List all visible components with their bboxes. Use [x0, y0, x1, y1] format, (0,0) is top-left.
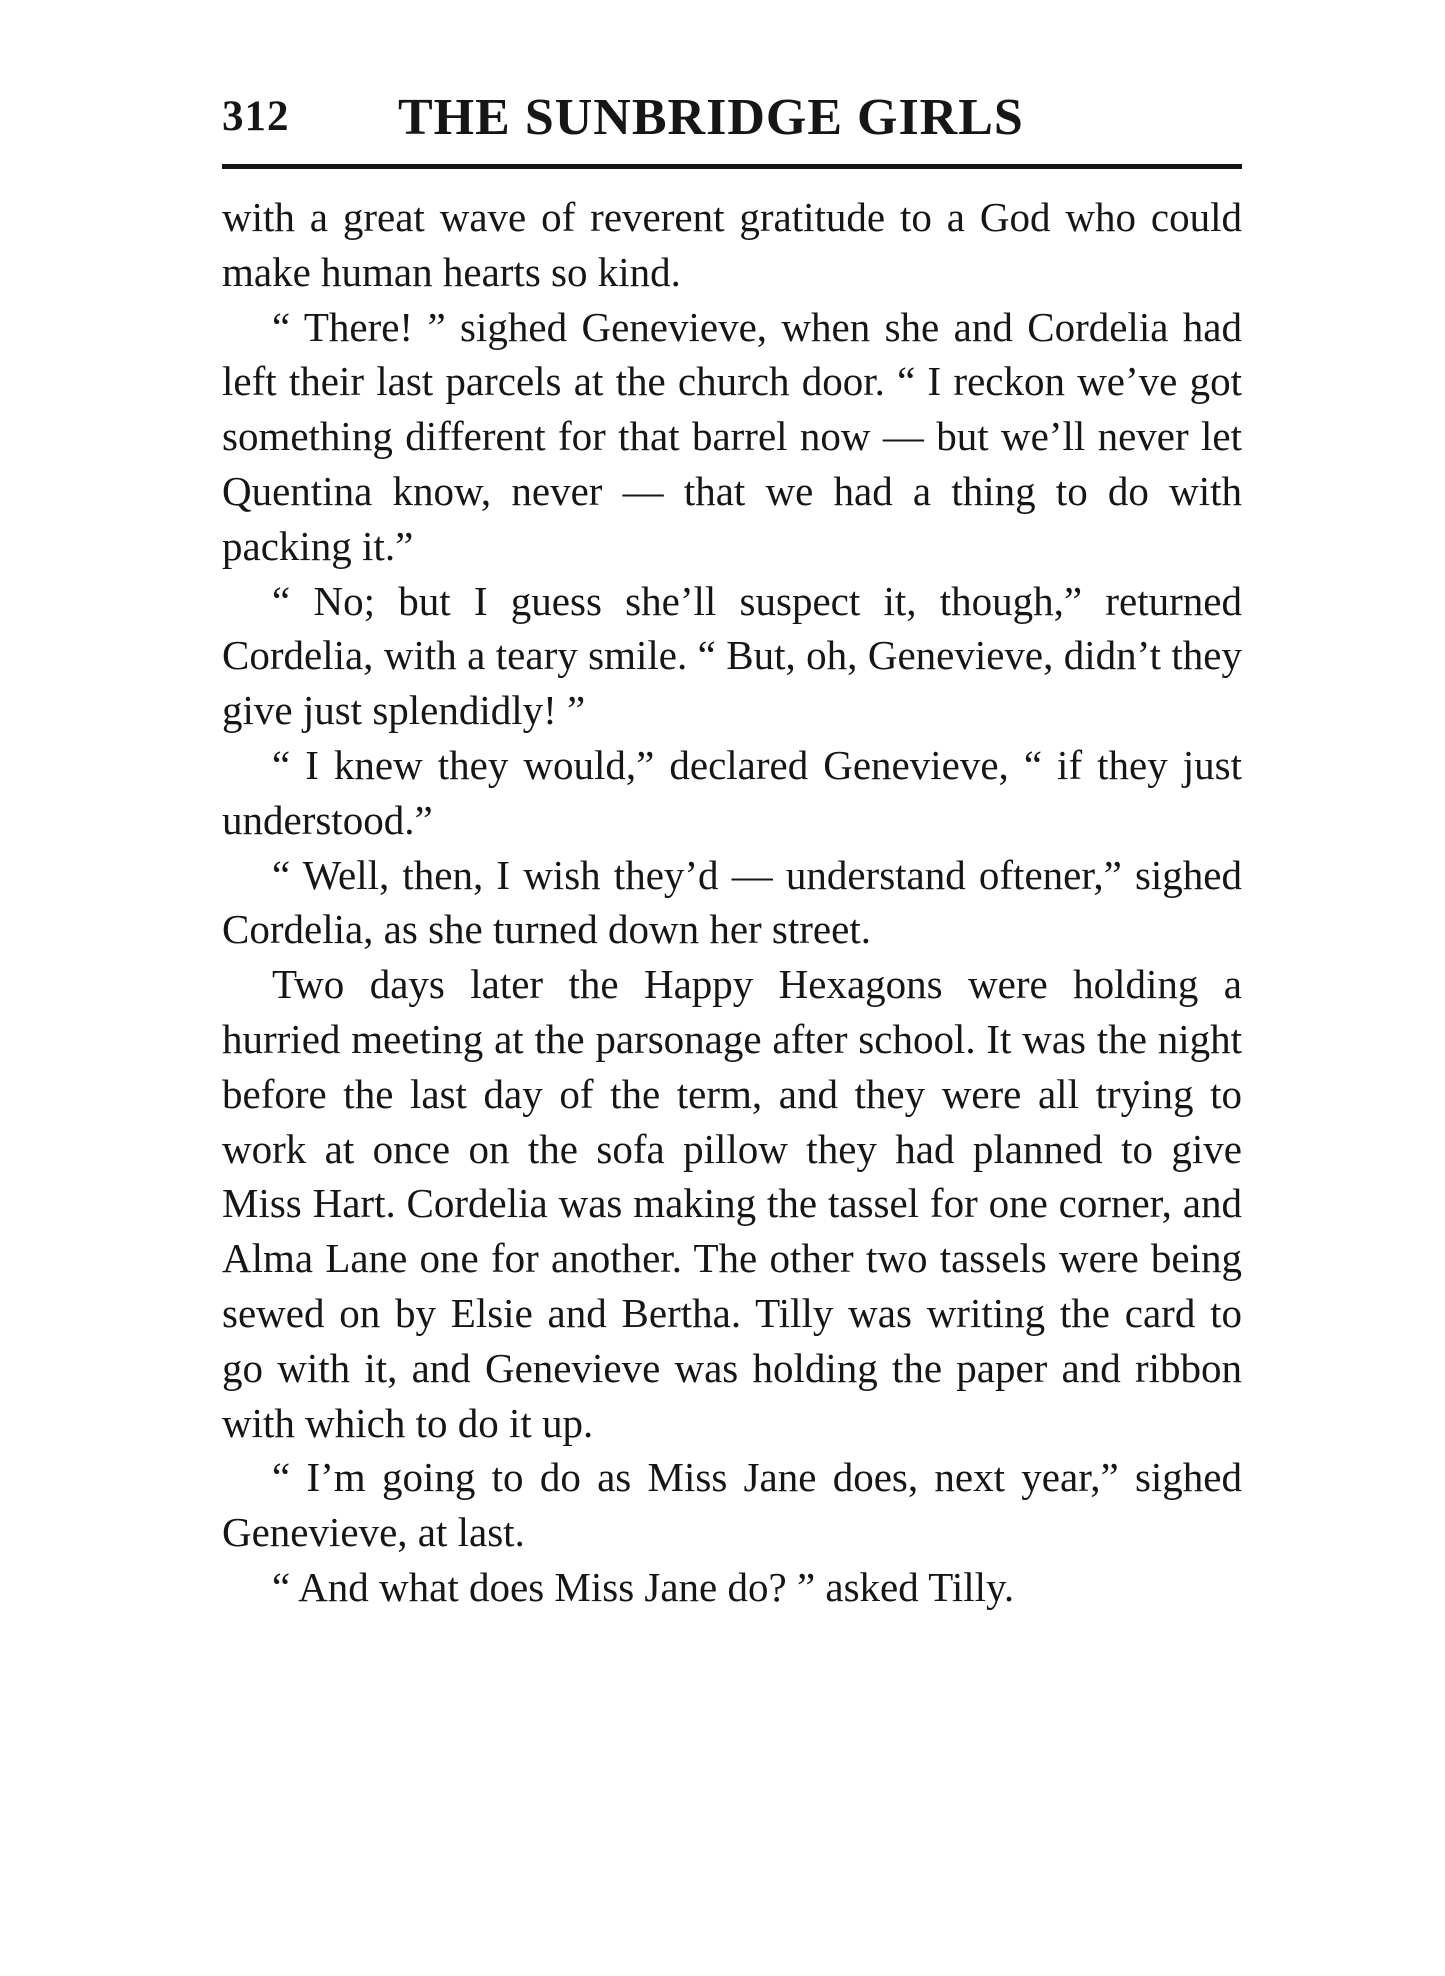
paragraph: Two days later the Happy Hexagons were holding a hurried meeting at the parsonage after school. It was the night before the last day of the term, and they were all trying to work at once on the sofa pillow they had planned to give Miss Hart. Cordelia was making the tassel for one corner, and Alma Lane one for another. The other two tassels were being sewed on by Elsie and Bertha. Tilly was writing the card to go with it, and Genevieve was holding the paper and ribbon with which to do it up.	[222, 961, 1242, 1446]
paragraph: “ I’m going to do as Miss Jane does, next year,” sighed Genevieve, at last.	[222, 1454, 1242, 1556]
running-head	[222, 88, 1242, 148]
page-number: 312	[222, 93, 290, 140]
header-rule	[222, 164, 1242, 169]
book-title: THE SUNBRIDGE GIRLS	[398, 89, 1024, 146]
paragraph: “ No; but I guess she’ll suspect it, though,” returned Cordelia, with a teary smile. “ But, oh, Genevieve, didn’t they give just splendidly! ”	[222, 577, 1242, 734]
paragraph: “ And what does Miss Jane do? ” asked Tilly.	[272, 1563, 1015, 1610]
paragraph: “ There! ” sighed Genevieve, when she and Cordelia had left their last parcels at the church door. “ I reckon we’ve got something different for that barrel now — but we’ll never let Quentina know, never — that we had a thing to do with packing it.”	[222, 303, 1242, 569]
paragraph: “ I knew they would,” declared Genevieve, “ if they just understood.”	[222, 741, 1242, 843]
paragraph: with a great wave of reverent gratitude to a God who could make human hearts so kind.	[222, 194, 1242, 295]
body-text	[222, 190, 1242, 1950]
paragraph: “ Well, then, I wish they’d — understand oftener,” sighed Cordelia, as she turned down her street.	[222, 851, 1242, 953]
